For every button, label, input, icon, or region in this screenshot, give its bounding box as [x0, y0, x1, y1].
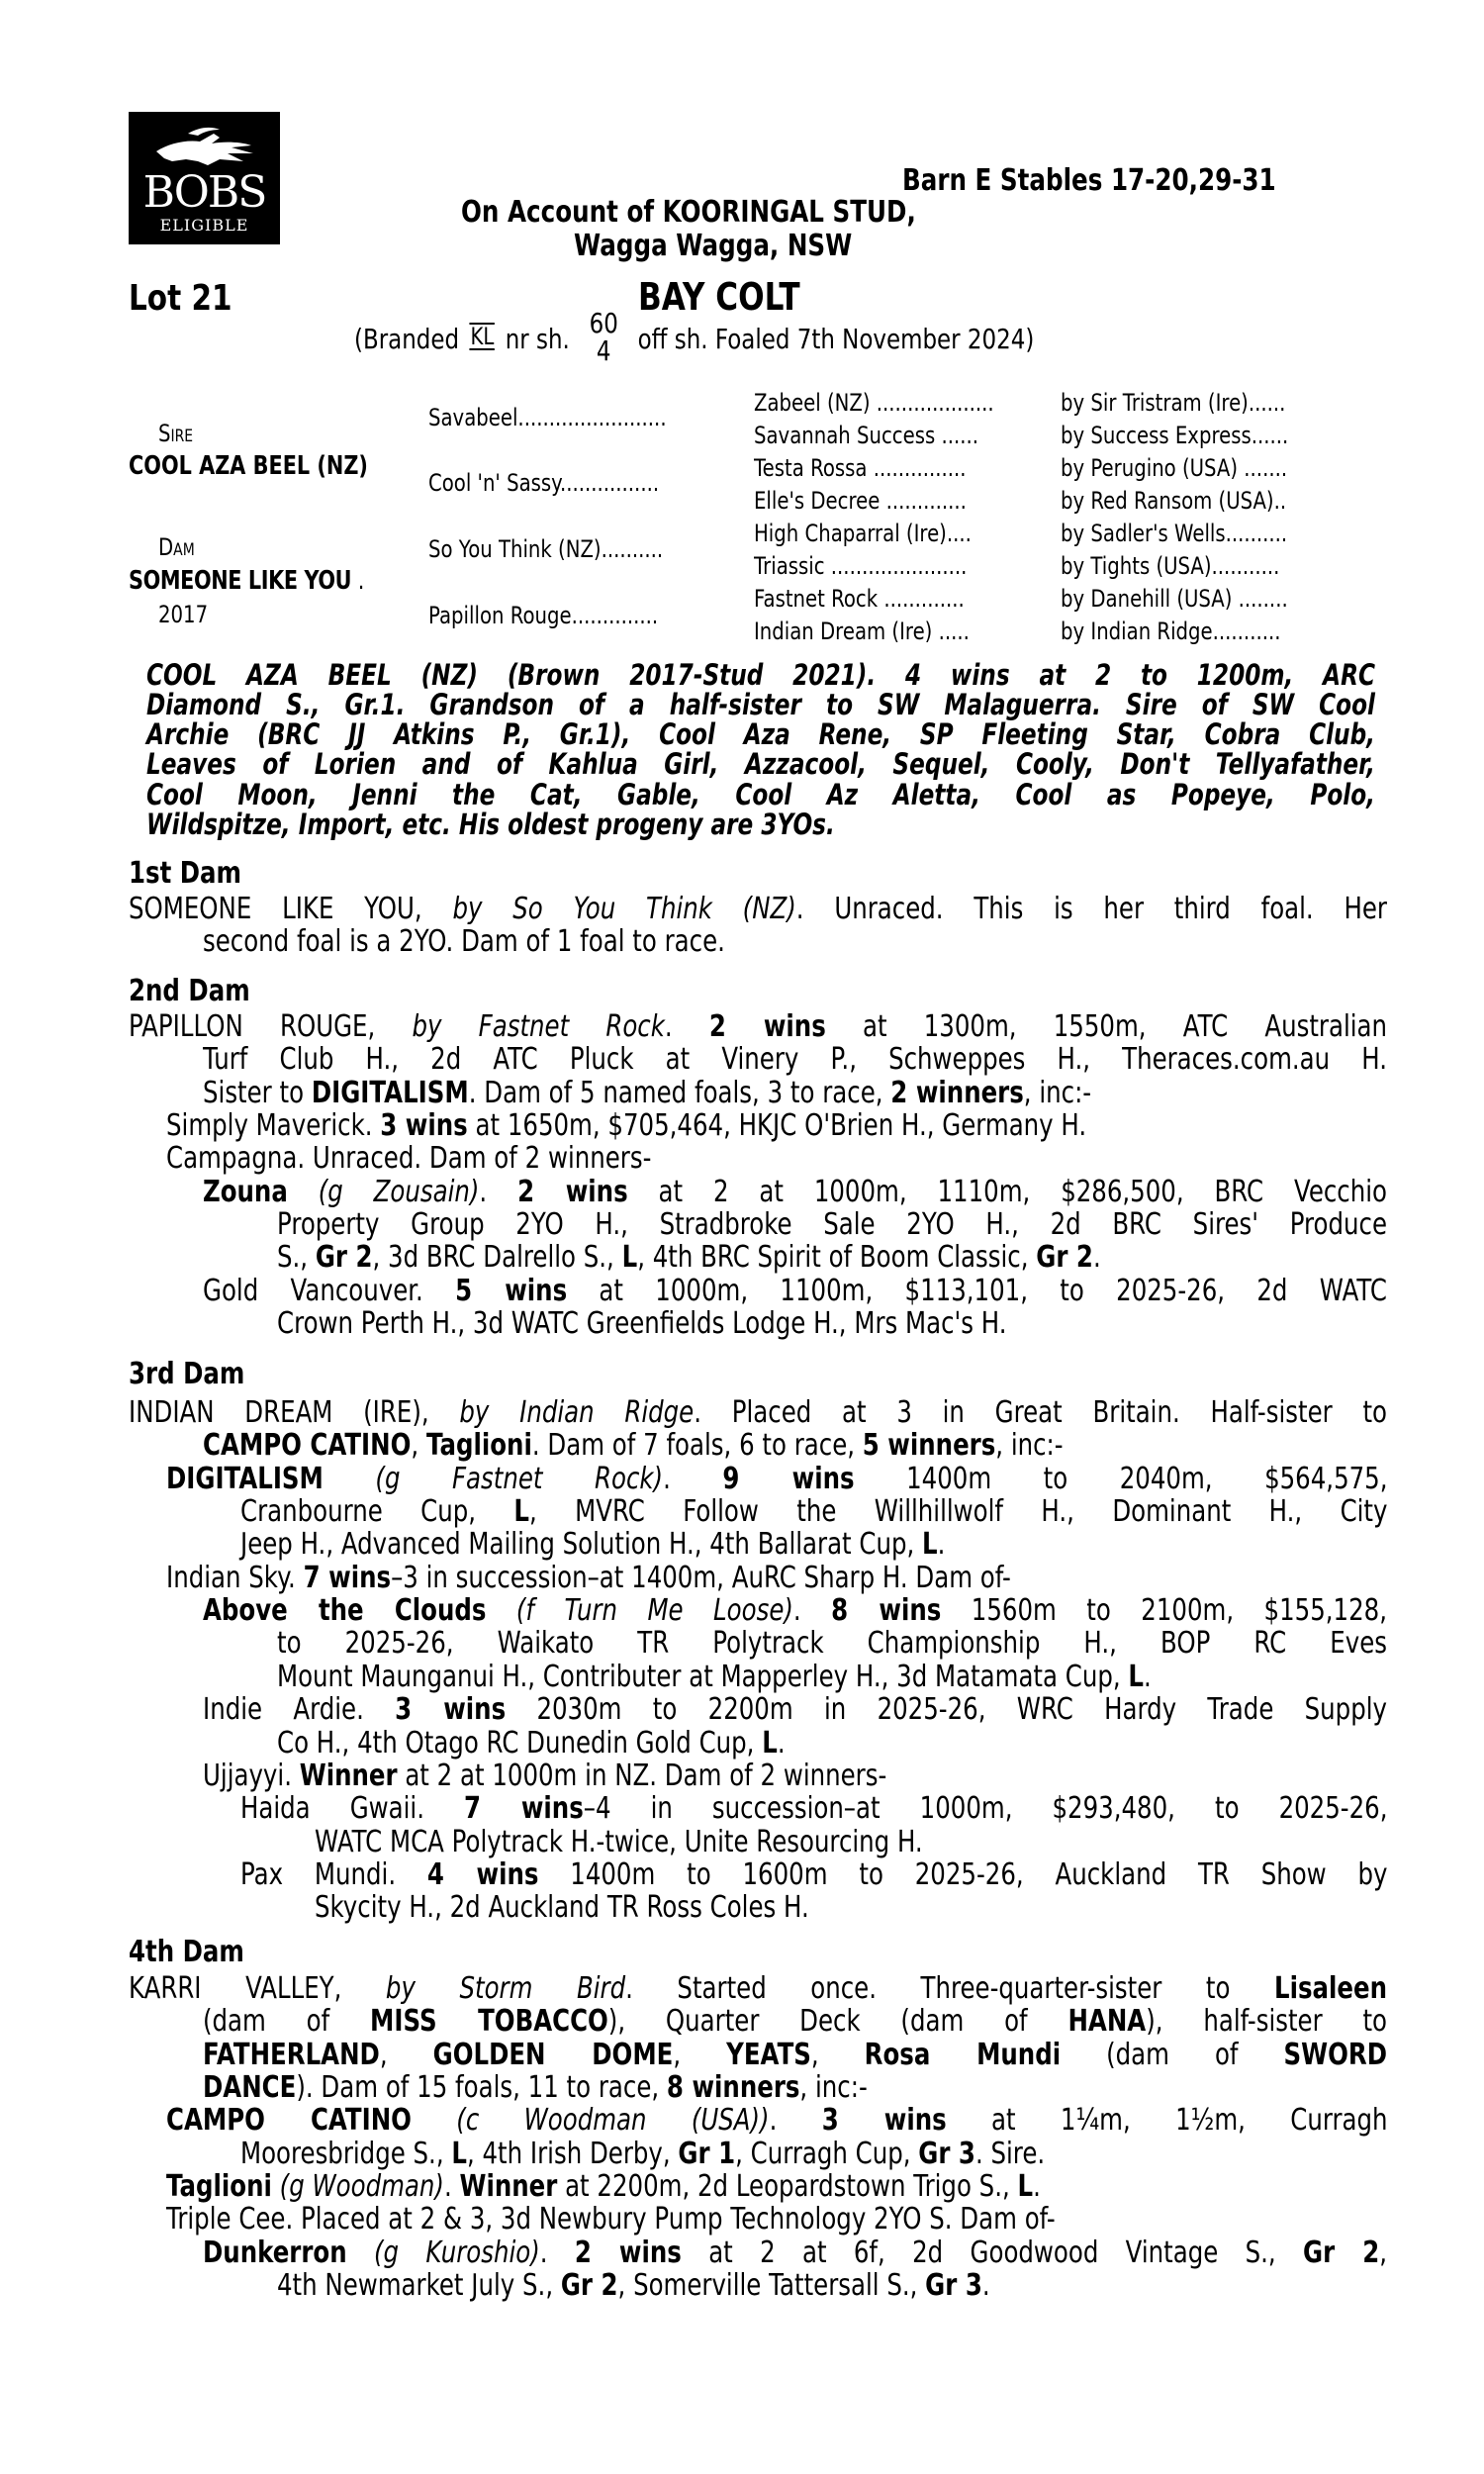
- text: ), Quarter Deck (dam of: [607, 2005, 1068, 2039]
- text: . Dam of 7 foals, 6 to race,: [531, 1428, 863, 1464]
- text: (dam of: [203, 2005, 371, 2039]
- text: Mooresbridge S.,: [239, 2136, 451, 2171]
- bold-text: Gr 1: [677, 2136, 735, 2171]
- pedigree-gen2-2: So You Think (NZ)..........: [428, 535, 664, 563]
- brand-numbers: [585, 307, 622, 367]
- branding-prefix: (Branded: [354, 323, 460, 355]
- pedigree-gen3-4: High Chaparral (Ire)....: [754, 520, 972, 547]
- sire-summary-line: Wildspitze, Import, etc. His oldest progeny are 3YOs.: [146, 808, 835, 841]
- text: , inc:-: [1023, 1075, 1092, 1110]
- text: [271, 2169, 279, 2204]
- branding-suffix: off sh. Foaled 7th November 2024): [637, 323, 1035, 355]
- text: at 1300m, 1550m, ATC Australian: [825, 1010, 1387, 1043]
- text: Cranbourne Cup,: [239, 1495, 513, 1529]
- text: , Curragh Cup,: [734, 2136, 918, 2171]
- pedigree-gen4-4: by Sadler's Wells..........: [1061, 520, 1288, 547]
- pedigree-gen4-5: by Tights (USA)...........: [1061, 552, 1280, 580]
- bold-text: CAMPO CATINO: [203, 1428, 412, 1464]
- pedigree-gen4-7: by Indian Ridge...........: [1061, 618, 1281, 645]
- dam-text-line: [315, 1891, 1387, 1924]
- text: Crown Perth H., 3d WATC Greenfields Lodge H., Mrs Mac's H.: [277, 1306, 1007, 1342]
- dam-text-line: [277, 1241, 1387, 1274]
- italic-text: by So You Think (NZ): [452, 893, 796, 925]
- pedigree-gen2-3: Papillon Rouge..............: [428, 602, 659, 629]
- pedigree-gen4-2: by Perugino (USA) .......: [1061, 454, 1288, 482]
- text: ,: [379, 2038, 433, 2071]
- pedigree-gen3-0: Zabeel (NZ) ...................: [754, 389, 994, 417]
- text: Gold Vancouver.: [203, 1274, 456, 1307]
- text: .: [937, 1527, 945, 1563]
- bold-text: GOLDEN DOME: [432, 2038, 674, 2071]
- text: 1400m to 1600m to 2025-26, Auckland TR Show by: [537, 1857, 1387, 1891]
- bold-text: 8 winners: [666, 2070, 800, 2106]
- bold-text: 5 wins: [455, 1274, 568, 1307]
- bold-text: 3 wins: [379, 1108, 468, 1144]
- text: . Sire.: [974, 2136, 1045, 2171]
- dam-text-line: [203, 1429, 1387, 1462]
- dam-text-line: [129, 1396, 1387, 1429]
- bold-text: 2 wins: [517, 1175, 628, 1208]
- text: at 2 at 1000m, 1110m, $286,500, BRC Vecchio: [627, 1175, 1387, 1208]
- text: INDIAN DREAM (IRE),: [129, 1396, 460, 1429]
- dam-text-line: [240, 2138, 1387, 2170]
- text: at 1¼m, 1½m, Curragh: [946, 2104, 1387, 2138]
- text: Haida Gwaii.: [239, 1792, 464, 1826]
- dam-text-line: [203, 1760, 1387, 1792]
- pedigree-sire-label: Sire: [158, 420, 194, 447]
- bold-text: 5 winners: [862, 1428, 996, 1464]
- text: –3 in succession–at 1400m, AuRC Sharp H. Dam of-: [390, 1560, 1011, 1595]
- bold-text: MISS TOBACCO: [370, 2005, 608, 2039]
- text: Triple Cee. Placed at 2 & 3, 3d Newbury Pump Technology 2YO S. Dam of-: [165, 2202, 1056, 2237]
- text: , Somerville Tattersall S.,: [617, 2268, 926, 2304]
- text: Pax Mundi.: [239, 1857, 427, 1891]
- bold-text: Gr 2: [1036, 1240, 1093, 1276]
- pedigree-gen3-6: Fastnet Rock .............: [754, 585, 965, 613]
- bold-text: Gr 2: [560, 2268, 618, 2304]
- dam-text-line: [166, 2170, 1387, 2203]
- bold-text: DIGITALISM: [311, 1075, 469, 1110]
- text: [347, 2236, 374, 2269]
- pedigree-gen4-1: by Success Express......: [1061, 422, 1289, 449]
- text: .: [443, 2169, 459, 2205]
- text: . Unraced. This is her third foal. Her: [795, 893, 1387, 925]
- text: second foal is a 2YO. Dam of 1 foal to race.: [203, 924, 725, 960]
- text: , 4th BRC Spirit of Boom Classic,: [637, 1240, 1037, 1276]
- bold-text: L: [921, 1527, 938, 1563]
- pedigree-gen3-7: Indian Dream (Ire) .....: [754, 618, 970, 645]
- text: . Dam of 5 named foals, 3 to race,: [468, 1075, 891, 1110]
- pedigree-dam-name: SOMEONE LIKE YOU .: [129, 566, 365, 596]
- text: 1400m to 2040m, $564,575,: [854, 1462, 1387, 1495]
- text: Simply Maverick.: [165, 1108, 380, 1144]
- text: Skycity H., 2d Auckland TR Ross Coles H.: [314, 1890, 809, 1926]
- text: , 3d BRC Dalrello S.,: [372, 1240, 622, 1276]
- text: Indian Sky.: [165, 1560, 304, 1595]
- bold-text: 8 wins: [831, 1594, 942, 1628]
- text: Property Group 2YO H., Stradbroke Sale 2YO H., 2d BRC Sires' Produce: [277, 1208, 1387, 1242]
- bold-text: Lisaleen: [1274, 1972, 1387, 2005]
- bold-text: Gr 3: [917, 2136, 975, 2171]
- text: . Placed at 3 in Great Britain. Half-sister to: [694, 1396, 1387, 1429]
- text: , MVRC Follow the Willhillwolf H., Dominant H., City: [528, 1495, 1387, 1529]
- bold-text: DANCE: [203, 2070, 297, 2106]
- pedigree-gen4-0: by Sir Tristram (Ire)......: [1061, 389, 1286, 417]
- sire-summary-line: Diamond S., Gr.1. Grandson of a half-sister to SW Malaguerra. Sire of SW Cool: [146, 688, 1375, 721]
- bold-text: L: [450, 2136, 467, 2171]
- bobs-eligible-logo: [129, 112, 280, 244]
- text: .: [1143, 1659, 1152, 1694]
- dam-text-line: [277, 1661, 1387, 1693]
- italic-text: by Storm Bird: [385, 1972, 626, 2005]
- dam-text-line: [240, 1858, 1387, 1891]
- text: Campagna. Unraced. Dam of 2 winners-: [165, 1141, 651, 1177]
- bold-text: L: [621, 1240, 638, 1276]
- italic-text: (c Woodman (USA)): [455, 2104, 770, 2138]
- dam-text-line: [203, 2071, 1387, 2104]
- italic-text: (g Kuroshio): [373, 2236, 540, 2269]
- bold-text: Rosa Mundi: [864, 2038, 1062, 2071]
- bold-text: Dunkerron: [203, 2236, 347, 2269]
- text: Mount Maunganui H., Contributer at Mapperley H., 3d Matamata Cup,: [277, 1659, 1129, 1694]
- text: .: [769, 2104, 822, 2138]
- text: at 2 at 1000m in NZ. Dam of 2 winners-: [397, 1758, 887, 1793]
- bold-text: 3 wins: [395, 1693, 507, 1727]
- dam-text-line: [277, 1727, 1387, 1760]
- text: –4 in succession–at 1000m, $293,480, to 2025-26,: [583, 1792, 1387, 1826]
- dam-text-line: [166, 1562, 1387, 1594]
- dam-text-line: [240, 1528, 1387, 1561]
- bold-text: HANA: [1067, 2005, 1147, 2039]
- dam-text-line: [203, 1594, 1387, 1627]
- dam-text-line: [203, 1043, 1387, 1076]
- brand-mark: KL: [470, 323, 495, 350]
- text: .: [777, 1725, 786, 1760]
- logo-text-bobs: BOBS: [142, 167, 266, 218]
- bold-text: CAMPO CATINO: [165, 2104, 412, 2138]
- dam-text-line: [203, 1176, 1387, 1208]
- text: S.,: [277, 1240, 316, 1276]
- dam-text-line: [129, 1010, 1387, 1043]
- pedigree-gen3-5: Triassic ......................: [754, 552, 968, 580]
- text: .: [981, 2268, 990, 2304]
- bold-text: Gr 2: [315, 1240, 373, 1276]
- text: Ujjayyi.: [203, 1758, 300, 1793]
- dam-text-line: [240, 1495, 1387, 1528]
- vendor-account: On Account of KOORINGAL STUD,: [461, 195, 916, 230]
- italic-text: (g Fastnet Rock): [374, 1462, 663, 1495]
- text: , 4th Irish Derby,: [466, 2136, 678, 2171]
- text: .: [1032, 2169, 1041, 2205]
- dam-text-line: [315, 1826, 1387, 1858]
- dam-text-line: [203, 2039, 1387, 2071]
- text: [288, 1176, 319, 1208]
- pedigree-gen3-1: Savannah Success ......: [754, 422, 979, 449]
- text: Turf Club H., 2d ATC Pluck at Vinery P., Schweppes H., Theraces.com.au H.: [203, 1043, 1387, 1077]
- horse-title: BAY COLT: [638, 275, 800, 319]
- pedigree-gen2-1: Cool 'n' Sassy................: [428, 469, 660, 497]
- dam-text-line: [166, 2104, 1387, 2137]
- bold-text: Zouna: [203, 1175, 288, 1208]
- text: . Started once. Three-quarter-sister to: [625, 1972, 1275, 2005]
- italic-text: by Fastnet Rock: [412, 1010, 665, 1043]
- sire-summary-line: Archie (BRC JJ Atkins P., Gr.1), Cool Aza Rene, SP Fleeting Star, Cobra Club,: [146, 717, 1375, 751]
- text: WATC MCA Polytrack H.-twice, Unite Resourcing H.: [314, 1824, 923, 1859]
- bold-text: Winner: [299, 1758, 398, 1793]
- text: Co H., 4th Otago RC Dunedin Gold Cup,: [277, 1725, 763, 1760]
- bold-text: Above the Clouds: [203, 1594, 487, 1628]
- sire-summary-line: Cool Moon, Jenni the Cat, Gable, Cool Az Aletta, Cool as Popeye, Polo,: [146, 778, 1375, 811]
- bold-text: 9 wins: [721, 1462, 855, 1495]
- text: at 2 at 6f, 2d Goodwood Vintage S.,: [681, 2236, 1304, 2269]
- text: Indie Ardie.: [203, 1693, 396, 1727]
- vendor-location: Wagga Wagga, NSW: [574, 229, 853, 263]
- dam-text-line: [203, 2005, 1387, 2038]
- dam-heading: 1st Dam: [129, 856, 242, 891]
- dam-text-line: [277, 1307, 1387, 1340]
- bold-text: 3 wins: [821, 2104, 947, 2138]
- text: ). Dam of 15 foals, 11 to race,: [296, 2070, 667, 2106]
- bold-text: 2 wins: [574, 2236, 682, 2269]
- italic-text: (f Turn Me Loose): [515, 1594, 793, 1628]
- text: ,: [1379, 2236, 1387, 2269]
- pedigree-gen4-3: by Red Ransom (USA)..: [1061, 487, 1287, 515]
- dam-heading: 4th Dam: [129, 1935, 244, 1969]
- bold-text: Gr 2: [1303, 2236, 1380, 2269]
- text: KARRI VALLEY,: [129, 1972, 386, 2005]
- dam-text-line: [203, 2236, 1387, 2269]
- italic-text: (g Zousain): [318, 1175, 480, 1208]
- sire-summary-line: Leaves of Lorien and of Kahlua Girl, Azzacool, Sequel, Cooly, Don't Tellyafather,: [146, 747, 1375, 781]
- bold-text: 7 wins: [303, 1560, 391, 1595]
- text: to 2025-26, Waikato TR Polytrack Championship H., BOP RC Eves: [277, 1627, 1387, 1661]
- text: [486, 1594, 515, 1627]
- text: [323, 1463, 375, 1495]
- dam-text-line: [277, 1208, 1387, 1241]
- text: , inc:-: [995, 1428, 1064, 1464]
- branding-nr-sh: nr sh.: [505, 323, 570, 355]
- bold-text: L: [762, 1725, 778, 1760]
- pedigree-sire-name: COOL AZA BEEL (NZ): [129, 451, 368, 481]
- bold-text: L: [512, 1495, 529, 1529]
- dam-heading: 3rd Dam: [129, 1357, 245, 1391]
- dam-text-line: [166, 1109, 1387, 1142]
- brand-number-top: 60: [589, 307, 618, 339]
- text: Sister to: [203, 1075, 312, 1110]
- brand-number-bottom: 4: [596, 334, 611, 367]
- text: Jeep H., Advanced Mailing Solution H., 4th Ballarat Cup,: [239, 1527, 922, 1563]
- pedigree-gen4-6: by Danehill (USA) ........: [1061, 585, 1288, 613]
- bold-text: Taglioni: [165, 2169, 272, 2205]
- bold-text: Winner: [458, 2169, 557, 2205]
- text: PAPILLON ROUGE,: [129, 1010, 413, 1043]
- dam-text-line: [277, 2269, 1387, 2302]
- dam-text-line: [277, 1627, 1387, 1660]
- bold-text: YEATS: [726, 2038, 811, 2071]
- branding-line: [354, 307, 1035, 374]
- bold-text: 2 wins: [708, 1010, 826, 1043]
- dam-text-line: [166, 1463, 1387, 1495]
- dam-text-line: [240, 1792, 1387, 1825]
- text: at 1650m, $705,464, HKJC O'Brien H., Germany H.: [467, 1108, 1086, 1144]
- pedigree-dam-label: Dam: [158, 533, 195, 561]
- text: SOMEONE LIKE YOU,: [129, 893, 453, 925]
- bold-text: Gr 3: [925, 2268, 982, 2304]
- text: .: [664, 1010, 709, 1043]
- text: ,: [810, 2038, 865, 2071]
- pedigree-gen3-2: Testa Rossa ...............: [754, 454, 967, 482]
- text: at 1000m, 1100m, $113,101, to 2025-26, 2d WATC: [567, 1274, 1387, 1307]
- text: , inc:-: [799, 2070, 868, 2106]
- bold-text: DIGITALISM: [165, 1462, 324, 1495]
- italic-text: by Indian Ridge: [459, 1396, 695, 1429]
- dam-text-line: [203, 1077, 1387, 1109]
- text: ,: [673, 2038, 727, 2071]
- bold-text: 7 wins: [463, 1792, 584, 1826]
- bold-text: Taglioni: [425, 1428, 532, 1464]
- text: 4th Newmarket July S.,: [277, 2268, 561, 2304]
- logo-text-eligible: ELIGIBLE: [159, 216, 249, 235]
- dam-text-line: [166, 2203, 1387, 2236]
- pedigree-gen3-3: Elle's Decree .............: [754, 487, 967, 515]
- dam-text-line: [166, 1142, 1387, 1175]
- dam-text-line: [129, 1972, 1387, 2005]
- text: at 2200m, 2d Leopardstown Trigo S.,: [556, 2169, 1018, 2205]
- bold-text: FATHERLAND: [203, 2038, 380, 2071]
- dam-text-line: [129, 893, 1387, 925]
- text: .: [479, 1175, 518, 1208]
- bold-text: 4 wins: [426, 1857, 538, 1891]
- bold-text: L: [1128, 1659, 1144, 1694]
- text: 1560m to 2100m, $155,128,: [941, 1594, 1387, 1628]
- bold-text: SWORD: [1283, 2038, 1387, 2071]
- lot-number: Lot 21: [129, 278, 232, 319]
- text: .: [539, 2236, 575, 2269]
- dam-heading: 2nd Dam: [129, 974, 250, 1008]
- sire-summary-line: COOL AZA BEEL (NZ) (Brown 2017-Stud 2021). 4 wins at 2 to 1200m, ARC: [146, 658, 1375, 692]
- dam-text-line: [203, 925, 1387, 958]
- text: .: [792, 1594, 832, 1628]
- text: ,: [411, 1428, 426, 1464]
- text: ), half-sister to: [1146, 2005, 1387, 2039]
- pedigree-dam-year: 2017: [158, 601, 209, 628]
- text: .: [662, 1462, 722, 1495]
- text: (dam of: [1061, 2038, 1284, 2071]
- stables-location: Barn E Stables 17-20,29-31: [902, 163, 1276, 198]
- bold-text: L: [1017, 2169, 1033, 2205]
- text: [411, 2104, 455, 2137]
- text: .: [1092, 1240, 1101, 1276]
- dam-text-line: [203, 1693, 1387, 1726]
- pedigree-gen2-0: Savabeel........................: [428, 404, 667, 431]
- text: 2030m to 2200m in 2025-26, WRC Hardy Trade Supply: [506, 1693, 1387, 1727]
- bold-text: 2 winners: [890, 1075, 1024, 1110]
- italic-text: (g Woodman): [279, 2169, 444, 2205]
- dam-text-line: [203, 1275, 1387, 1307]
